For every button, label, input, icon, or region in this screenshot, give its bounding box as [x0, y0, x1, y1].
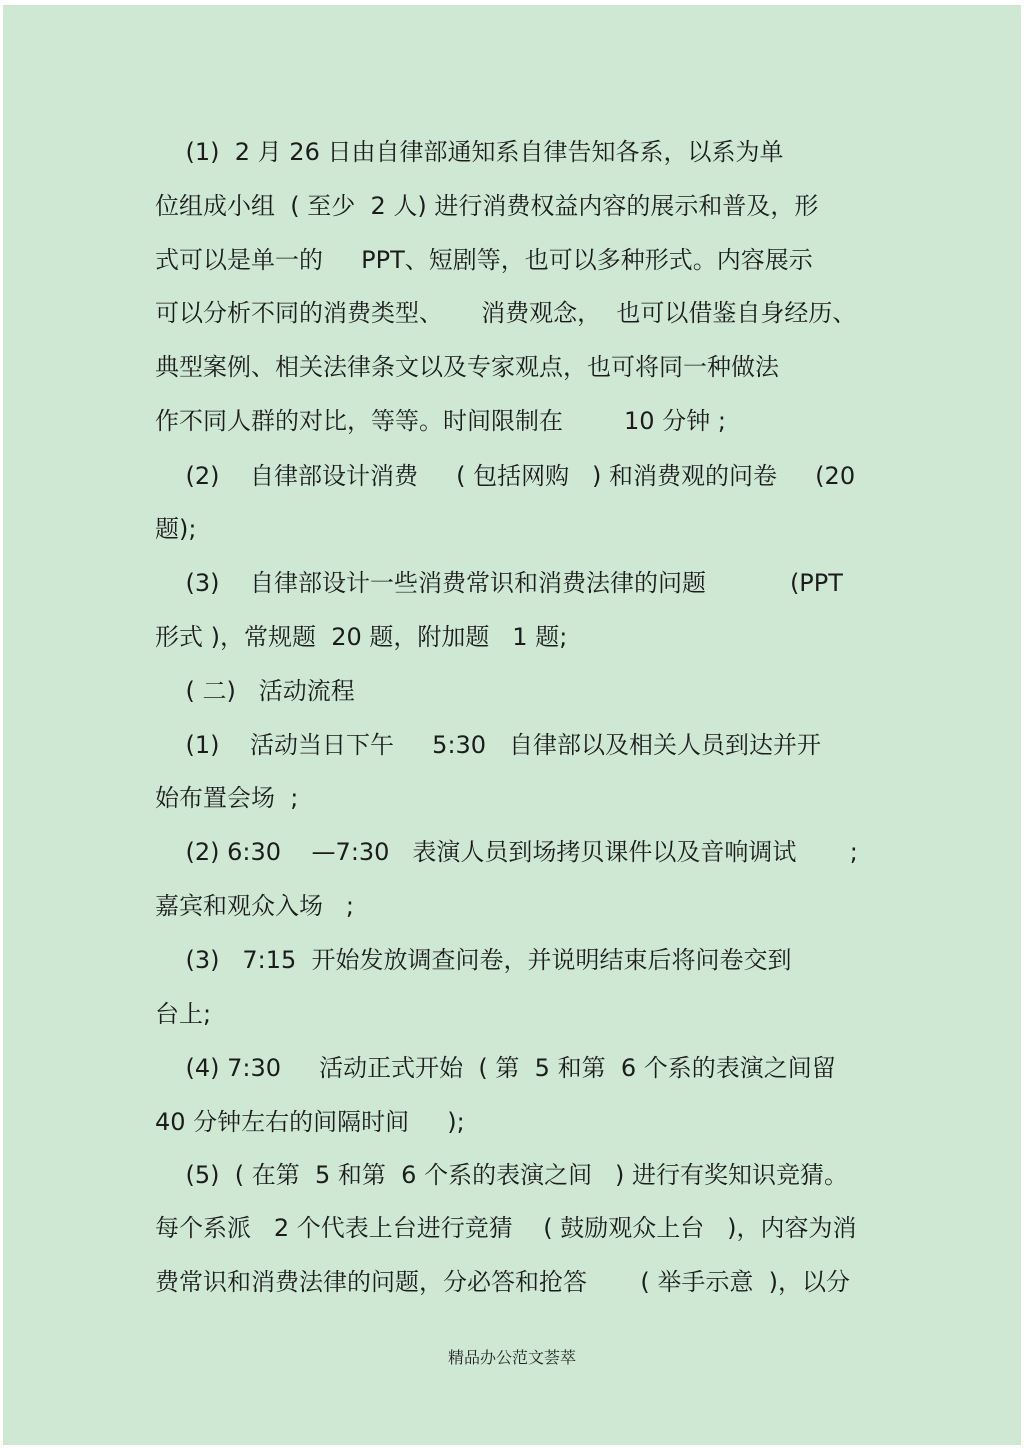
body-text-line: (5) ( 在第 5 和第 6 个系的表演之间 ) 进行有奖知识竞猜。 [155, 1161, 848, 1189]
body-text-line: (1) 2 月 26 日由自律部通知系自律告知各系，以系为单 [155, 138, 784, 166]
body-text-line: 典型案例、相关法律条文以及专家观点，也可将同一种做法 [155, 353, 779, 381]
body-text-line: (3) 7:15 开始发放调查问卷，并说明结束后将问卷交到 [155, 946, 792, 974]
body-text-line: 始布置会场 ; [155, 784, 299, 812]
body-text-line: 40 分钟左右的间隔时间 ); [155, 1108, 465, 1136]
body-text-line: 费常识和消费法律的问题，分必答和抢答 ( 举手示意 )，以分 [155, 1268, 851, 1296]
body-text-line: (2) 6:30 —7:30 表演人员到场拷贝课件以及音响调试 ; [155, 838, 858, 866]
page-footer: 精品办公范文荟萃 [447, 1348, 576, 1367]
body-text-line: 式可以是单一的 PPT、短剧等，也可以多种形式。内容展示 [155, 246, 813, 274]
section-heading: ( 二) 活动流程 [155, 677, 355, 705]
body-text-line: 位组成小组 ( 至少 2 人) 进行消费权益内容的展示和普及，形 [155, 192, 819, 220]
body-text-line: 形式 )，常规题 20 题，附加题 1 题; [155, 623, 568, 651]
body-text-line: 每个系派 2 个代表上台进行竞猜 ( 鼓励观众上台 )，内容为消 [155, 1214, 857, 1242]
body-text-line: 可以分析不同的消费类型、 消费观念， 也可以借鉴自身经历、 [155, 299, 857, 327]
body-text-line: 嘉宾和观众入场 ; [155, 892, 354, 920]
body-text-line: (3) 自律部设计一些消费常识和消费法律的问题 (PPT [155, 569, 843, 597]
body-text-line: 台上; [155, 1000, 212, 1028]
body-text-line: 题); [155, 515, 197, 543]
body-text-line: 作不同人群的对比，等等。时间限制在 10 分钟 ; [155, 407, 726, 435]
body-text-line: (2) 自律部设计消费 ( 包括网购 ) 和消费观的问卷 (20 [155, 462, 856, 490]
body-text-line: (1) 活动当日下午 5:30 自律部以及相关人员到达并开 [155, 731, 821, 759]
body-text-line: (4) 7:30 活动正式开始 ( 第 5 和第 6 个系的表演之间留 [155, 1054, 836, 1082]
